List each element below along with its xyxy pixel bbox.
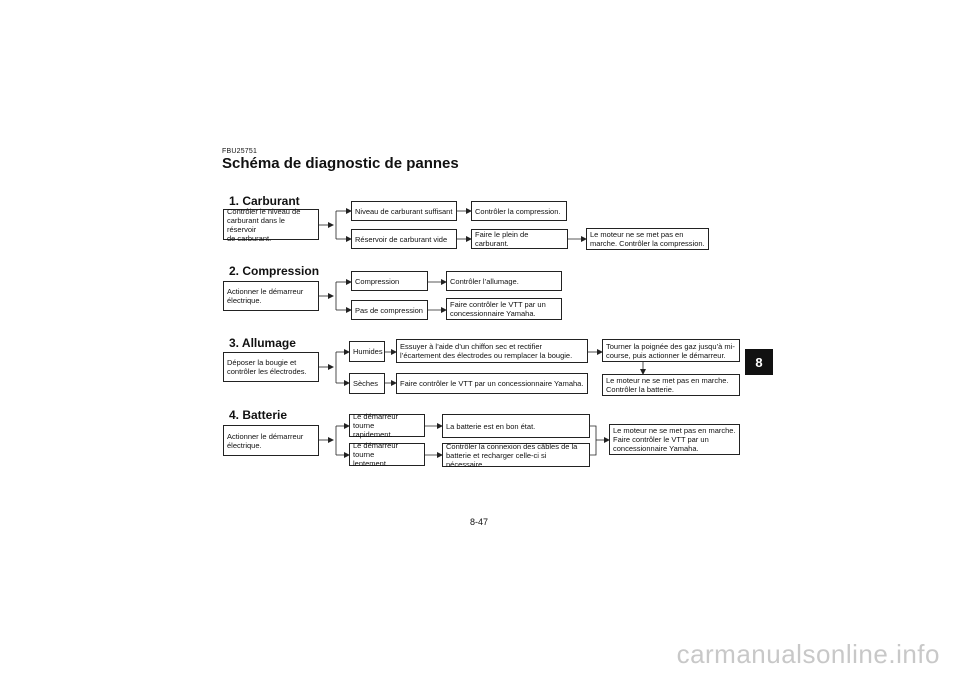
batterie-branch1-text: Le démarreur tourne rapidement. [353, 412, 399, 439]
carburant-branch2-action-text: Faire le plein de carburant. [475, 230, 529, 248]
allumage-branch2-box [349, 373, 385, 394]
carburant-branch2-text: Réservoir de carburant vide [355, 234, 448, 244]
section-heading-carburant: 1. Carburant [229, 194, 300, 208]
watermark: carmanualsonline.info [676, 639, 940, 669]
compression-branch1-text: Compression [355, 276, 400, 286]
section-tab: 8 [745, 349, 773, 375]
allumage-branch1-text: Humides [353, 347, 383, 356]
allumage-start-box [223, 352, 319, 382]
carburant-start-text: Contrôler le niveau de carburant dans le réservoir de carburant. [227, 206, 301, 243]
section-heading-compression: 2. Compression [229, 264, 320, 278]
batterie-branch1-box [349, 414, 425, 437]
carburant-start-box [223, 206, 319, 243]
allumage-branch1-next-text: Tourner la poignée des gaz jusqu’à mi- course, puis actionner le démarreur. [606, 341, 735, 360]
compression-branch1-action-box [446, 271, 562, 291]
allumage-branch1-result-text: Le moteur ne se met pas en marche. Contrôler la batterie. [606, 376, 729, 394]
batterie-start-box [223, 425, 319, 456]
batterie-result-box [609, 424, 740, 455]
carburant-branch1-text: Niveau de carburant suffisant [355, 206, 453, 216]
allumage-branch1-result-box [602, 374, 740, 396]
batterie-branch1-action-box [442, 414, 590, 438]
allumage-branch1-action-text: Essuyer à l’aide d’un chiffon sec et rectifier l’écartement des électrodes ou remplacer la bougie. [400, 342, 573, 360]
batterie-branch2-action-text: Contrôler la connexion des câbles de la batterie et recharger celle-ci si nécessaire. [446, 441, 578, 469]
allumage-branch1-next-box [602, 339, 740, 362]
batterie-branch2-action-box [442, 443, 590, 467]
allumage-branch1-action-box [396, 339, 588, 363]
batterie-start-text: Actionner le démarreur électrique. [227, 431, 304, 450]
carburant-branch1-action-box [471, 201, 567, 221]
batterie-branch2-box [349, 443, 425, 466]
allumage-branch2-action-text: Faire contrôler le VTT par un concessionnaire Yamaha. [400, 379, 584, 388]
carburant-branch2-result-text: Le moteur ne se met pas en marche. Contrôler la compression. [590, 230, 705, 248]
carburant-branch2-result-box [586, 228, 709, 250]
compression-start-text: Actionner le démarreur électrique. [227, 287, 304, 305]
carburant-branch2-action-box [471, 229, 568, 249]
carburant-branch1-action-text: Contrôler la compression. [475, 206, 561, 216]
compression-branch2-action-box [446, 298, 562, 320]
allumage-branch1-box [349, 341, 385, 362]
compression-branch1-box [351, 271, 428, 291]
compression-branch1-action-text: Contrôler l’allumage. [450, 276, 519, 286]
section-heading-allumage: 3. Allumage [229, 336, 296, 350]
compression-start-box [223, 281, 319, 311]
document-code: FBU25751 [222, 148, 258, 155]
page-number: 8-47 [470, 517, 489, 527]
batterie-branch1-action-text: La batterie est en bon état. [446, 421, 536, 431]
batterie-branch2-text: Le démarreur tourne lentement. [353, 441, 399, 468]
compression-branch2-box [351, 300, 428, 320]
page-title: Schéma de diagnostic de pannes [222, 155, 459, 172]
allumage-branch2-text: Sèches [353, 379, 379, 388]
batterie-result-text: Le moteur ne se met pas en marche. Faire contrôler le VTT par un concessionnaire Yamaha. [613, 426, 736, 453]
allumage-start-text: Déposer la bougie et contrôler les électrodes. [227, 358, 307, 376]
section-heading-batterie: 4. Batterie [229, 408, 288, 422]
compression-branch2-text: Pas de compression [355, 305, 423, 315]
allumage-branch2-action-box [396, 373, 588, 394]
carburant-branch2-box [351, 229, 457, 249]
compression-branch2-action-text: Faire contrôler le VTT par un concessionnaire Yamaha. [450, 300, 546, 318]
carburant-branch1-box [351, 201, 457, 221]
